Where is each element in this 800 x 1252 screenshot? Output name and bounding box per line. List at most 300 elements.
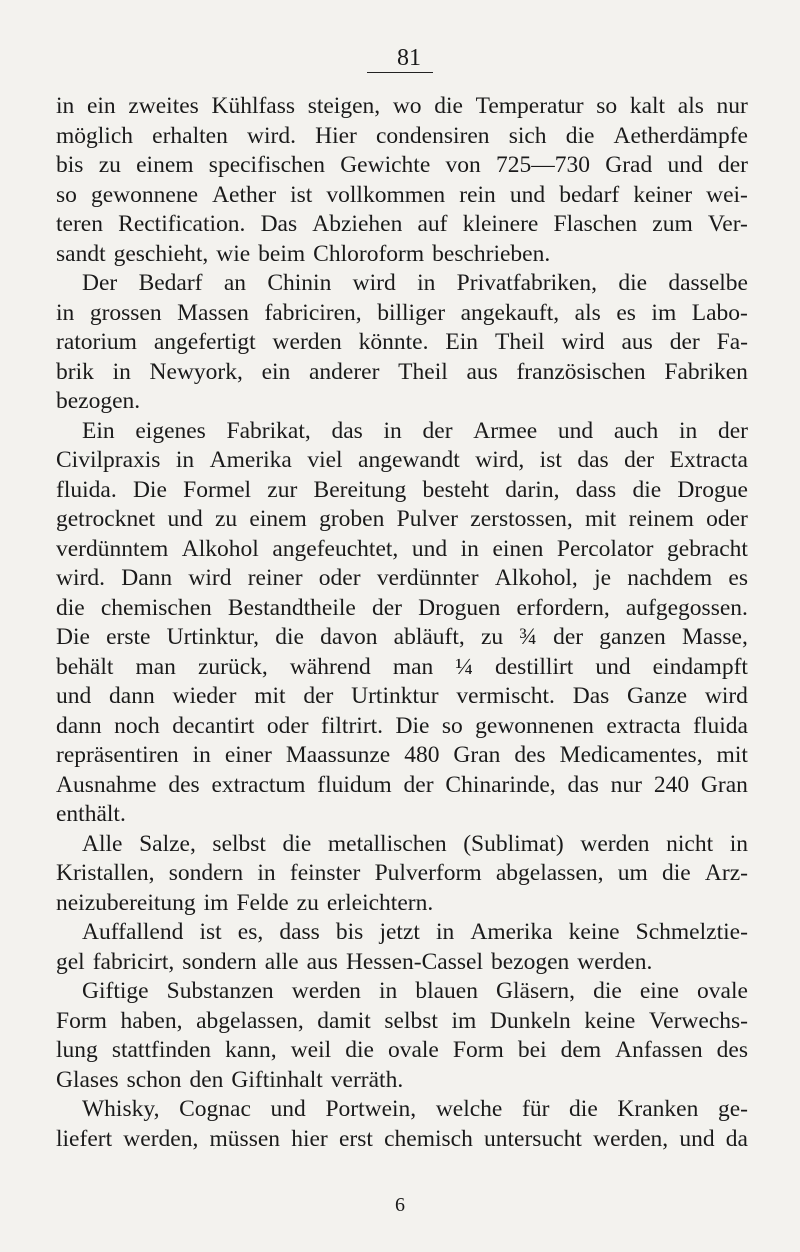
word: oder: [706, 506, 748, 532]
word: aus: [621, 329, 653, 355]
word: während: [289, 653, 371, 680]
word: haben,: [120, 1007, 183, 1034]
word: für: [522, 1096, 550, 1122]
word: specifischen: [208, 152, 325, 178]
word: aus: [466, 358, 498, 385]
word: nur: [716, 93, 748, 119]
word: ¼: [455, 653, 473, 680]
word: so: [56, 181, 77, 208]
word: Anfassen: [615, 1037, 703, 1063]
word: Hier: [315, 122, 357, 149]
word: Fabriken: [664, 358, 748, 385]
word: Glases: [56, 1066, 119, 1093]
word: in: [417, 270, 436, 296]
word: teren: [56, 211, 103, 237]
text-line: [56, 240, 748, 270]
word: einem: [249, 506, 307, 532]
word: bedarf: [559, 181, 620, 208]
word: welche: [435, 1096, 503, 1122]
word: untersucht: [484, 1125, 582, 1152]
word: Portwein,: [325, 1096, 417, 1122]
word: erfordern,: [516, 594, 610, 621]
word: Extracta: [669, 447, 748, 473]
word: die: [345, 1037, 374, 1063]
word: Civilpraxis: [56, 447, 161, 473]
word: im: [203, 889, 229, 916]
word: Die: [56, 624, 90, 650]
word: Ein: [82, 417, 115, 444]
text-line: [56, 859, 748, 889]
word: Die: [395, 712, 430, 739]
word: Aetherdämpfe: [613, 122, 748, 149]
word: repräsentiren: [56, 742, 179, 768]
word: bezogen.: [56, 388, 141, 414]
word: in: [678, 417, 698, 444]
word: davon: [320, 624, 378, 650]
text-line: [56, 741, 748, 771]
word: 725—730: [496, 152, 590, 178]
word: wo: [392, 93, 422, 119]
word: wie: [216, 240, 251, 267]
word: angekauft,: [460, 299, 560, 326]
word: Masse,: [681, 624, 748, 650]
word: möglich: [56, 122, 134, 149]
word: die: [282, 830, 312, 857]
word: oder: [318, 565, 361, 591]
word: stattfinden: [111, 1037, 212, 1063]
text-line: [56, 358, 748, 388]
word: in: [257, 860, 276, 886]
word: Amerika: [470, 919, 553, 945]
text-line: [56, 712, 748, 742]
word: die: [434, 93, 463, 119]
word: Gewichte: [340, 152, 431, 178]
text-line: [56, 269, 748, 299]
word: kann,: [225, 1037, 277, 1063]
text-line: [56, 1036, 748, 1066]
word: Ver-: [707, 211, 748, 237]
word: um: [617, 860, 648, 886]
word: Fabrikat,: [226, 417, 311, 444]
text-line: [56, 1007, 748, 1037]
word: ein: [86, 93, 116, 119]
word: da: [725, 1125, 748, 1152]
word: gewonnene: [90, 181, 198, 208]
word: Felde: [236, 889, 289, 916]
text-line: [56, 417, 748, 447]
word: abläuft,: [393, 624, 465, 650]
word: Labo-: [691, 299, 748, 326]
text-line: [56, 1125, 748, 1155]
word: es,: [237, 919, 264, 945]
word: die: [632, 476, 662, 503]
word: Formel: [183, 476, 252, 503]
word: der: [422, 417, 453, 444]
word: und: [167, 506, 203, 532]
word: darin,: [505, 476, 560, 503]
word: alle: [264, 948, 299, 975]
word: (Sublimat): [463, 830, 564, 857]
word: und: [667, 152, 703, 178]
word: nachdem: [627, 565, 713, 591]
word: getrocknet: [56, 506, 156, 532]
word: Privatfabriken,: [456, 270, 597, 296]
word: zu: [480, 624, 504, 650]
word: Dann: [121, 565, 173, 591]
text-line: [56, 122, 748, 152]
word: nur: [610, 771, 642, 798]
word: zu: [98, 152, 121, 178]
word: das: [331, 417, 363, 444]
word: Aether: [212, 181, 277, 208]
word: verräth.: [330, 1066, 404, 1093]
word: grossen: [89, 299, 162, 326]
text-line: [56, 299, 748, 329]
word: das: [567, 771, 599, 798]
word: könnte.: [358, 329, 429, 355]
word: Rectification.: [118, 211, 246, 237]
word: fluida: [693, 712, 748, 739]
word: aus: [306, 948, 338, 975]
word: wei-: [706, 181, 748, 208]
word: ist: [539, 447, 562, 473]
word: ¾: [519, 624, 537, 650]
word: und: [595, 653, 631, 680]
word: Salze,: [139, 830, 196, 857]
word: mit: [254, 683, 286, 709]
word: werden.: [577, 948, 653, 975]
text-line: [56, 151, 748, 181]
word: in: [56, 93, 75, 119]
word: oder: [266, 712, 309, 739]
word: dann: [56, 712, 102, 739]
word: Alkohol,: [494, 565, 578, 591]
word: der: [303, 683, 334, 709]
word: und: [270, 1096, 306, 1122]
word: groben: [319, 506, 385, 532]
text-line: [56, 1066, 748, 1096]
word: wird: [561, 329, 605, 355]
word: Percolator: [556, 535, 654, 562]
word: in: [175, 447, 195, 473]
word: man: [135, 653, 176, 680]
word: Flaschen: [553, 211, 638, 237]
word: Pulverform: [374, 860, 482, 886]
word: fabriciren,: [264, 299, 362, 326]
word: mit: [585, 506, 617, 532]
text-line: [56, 830, 748, 860]
word: die: [56, 594, 85, 621]
text-line: [56, 210, 748, 240]
word: destillirt: [495, 653, 574, 680]
word: chemischen: [100, 594, 212, 621]
word: Theil: [494, 329, 545, 355]
word: werden: [580, 830, 650, 857]
word: Fa-: [716, 329, 748, 355]
word: ein: [261, 358, 291, 385]
word: Amerika: [209, 447, 292, 473]
word: das: [577, 447, 609, 473]
word: Gran: [453, 742, 501, 768]
word: dann: [109, 683, 155, 709]
word: extractum: [211, 771, 306, 798]
text-line: [56, 771, 748, 801]
word: dasselbe: [668, 270, 748, 296]
word: in: [729, 830, 748, 857]
word: verdünnter: [376, 565, 479, 591]
word: die: [565, 122, 595, 149]
word: es: [616, 299, 636, 326]
word: bis: [335, 919, 364, 945]
word: kalt: [629, 93, 666, 119]
word: Urtinktur,: [166, 624, 260, 650]
word: Abziehen: [312, 211, 403, 237]
word: Ganze: [627, 683, 688, 709]
word: nicht: [666, 830, 714, 857]
word: brik: [56, 358, 94, 385]
word: Verwechs-: [648, 1007, 748, 1034]
word: Kühlfass: [211, 93, 296, 119]
word: Chinarinde,: [445, 771, 556, 798]
word: zerstossen,: [470, 506, 573, 532]
word: Massen: [177, 299, 249, 326]
word: 240: [653, 771, 690, 798]
text-line: [56, 653, 748, 683]
text-line: [56, 1095, 748, 1125]
text-line: [56, 181, 748, 211]
page-number: [0, 44, 800, 73]
word: bezogen: [491, 948, 570, 975]
word: erst: [338, 1125, 373, 1152]
word: die: [275, 624, 304, 650]
word: in: [192, 742, 211, 768]
word: ist: [199, 919, 222, 945]
word: filtrirt.: [321, 712, 384, 739]
word: zum: [652, 211, 693, 237]
word: besteht: [422, 476, 490, 503]
word: Giftige: [82, 978, 149, 1004]
word: des: [716, 1037, 748, 1063]
text-line: [56, 535, 748, 565]
word: und: [509, 181, 546, 208]
word: werden: [272, 329, 342, 355]
word: sondern: [168, 860, 244, 886]
word: die: [593, 978, 622, 1004]
word: Ein: [445, 329, 479, 355]
word: werden,: [593, 1125, 669, 1152]
word: gebracht: [667, 535, 748, 562]
word: Schmelztie-: [635, 919, 748, 945]
word: Newyork,: [149, 358, 243, 385]
word: auch: [613, 417, 659, 444]
word: als: [574, 299, 601, 326]
word: Kranken: [617, 1096, 699, 1122]
word: angefeuchtet,: [272, 535, 399, 562]
word: Dunkeln: [489, 1007, 571, 1034]
word: Maassunze: [285, 742, 391, 768]
word: einer: [224, 742, 272, 768]
text-line: [56, 387, 748, 417]
body-text: [56, 92, 748, 1154]
word: dem: [560, 1037, 602, 1063]
word: abgelassen,: [196, 1007, 304, 1034]
text-line: [56, 476, 748, 506]
word: Gran: [700, 771, 748, 798]
word: des: [168, 771, 200, 798]
word: wird.: [247, 122, 296, 149]
text-line: [56, 328, 748, 358]
word: ist: [290, 181, 313, 208]
word: Alkohol: [181, 535, 259, 562]
word: extracta: [606, 712, 681, 739]
word: reiner: [247, 565, 303, 591]
word: des: [514, 742, 546, 768]
word: Gläsern,: [496, 978, 575, 1004]
word: billiger: [377, 299, 446, 326]
word: feinster: [289, 860, 361, 886]
word: Die: [132, 476, 167, 503]
word: Das: [572, 683, 610, 709]
word: Medicamentes,: [559, 742, 703, 768]
word: eindampft: [652, 653, 748, 680]
word: Urtinktur: [351, 683, 439, 709]
word: Auffallend: [82, 919, 184, 945]
word: eigenes: [135, 417, 206, 444]
word: Armee: [473, 417, 538, 444]
page-number-text: 81: [367, 44, 433, 73]
word: werden: [291, 978, 361, 1004]
word: sondern: [182, 948, 257, 975]
word: zweites: [128, 93, 199, 119]
word: wird.: [56, 565, 105, 591]
text-line: [56, 977, 748, 1007]
word: auf: [417, 211, 448, 237]
word: der: [403, 771, 434, 798]
text-line: [56, 623, 748, 653]
word: Das: [260, 211, 298, 237]
word: blauen: [415, 978, 478, 1004]
text-line: [56, 682, 748, 712]
text-line: [56, 918, 748, 948]
word: der: [669, 329, 700, 355]
word: eine: [639, 978, 679, 1004]
word: in: [460, 535, 479, 562]
word: Bereitung: [313, 476, 407, 503]
word: Ausnahme: [56, 771, 157, 798]
word: Giftinhalt: [231, 1066, 323, 1093]
word: in: [435, 919, 455, 945]
word: in: [112, 358, 131, 385]
text-line: [56, 594, 748, 624]
word: dass: [279, 919, 320, 945]
word: anderer: [309, 358, 380, 385]
word: hier: [291, 1125, 328, 1152]
word: kleinere: [462, 211, 539, 237]
word: erleichtern.: [326, 889, 434, 916]
word: keine: [568, 919, 620, 945]
word: fluida.: [56, 476, 117, 503]
word: wird,: [475, 447, 525, 473]
word: abgelassen,: [495, 860, 604, 886]
word: und: [557, 417, 594, 444]
word: aufgegossen.: [625, 594, 748, 621]
word: wird: [704, 683, 748, 709]
word: der: [717, 152, 748, 178]
text-line: [56, 505, 748, 535]
word: lung: [56, 1037, 98, 1063]
word: zu: [214, 506, 238, 532]
word: der: [717, 417, 748, 444]
word: beschrieben.: [432, 240, 551, 267]
word: französischen: [516, 358, 646, 385]
word: im: [651, 299, 677, 326]
word: Hessen-Cassel: [345, 948, 483, 975]
word: einem: [136, 152, 194, 178]
word: und: [411, 535, 448, 562]
word: Chinin: [267, 270, 332, 296]
word: zur: [267, 476, 298, 503]
word: jetzt: [379, 919, 420, 945]
word: wird: [188, 565, 232, 591]
word: Arz-: [704, 860, 748, 886]
word: fluidum: [317, 771, 392, 798]
word: keine: [584, 1007, 636, 1034]
word: mit: [716, 742, 748, 768]
word: chemisch: [384, 1125, 473, 1152]
signature-mark: 6: [395, 1194, 405, 1216]
text-line: [56, 948, 748, 978]
word: sich: [508, 122, 547, 149]
word: damit: [317, 1007, 371, 1034]
word: in: [383, 417, 402, 444]
word: behält: [56, 653, 114, 680]
word: condensiren: [376, 122, 490, 149]
word: Droguen: [418, 594, 501, 621]
word: erste: [106, 624, 151, 650]
text-line: [56, 92, 748, 122]
word: je: [594, 565, 612, 591]
word: wieder: [172, 683, 237, 709]
word: Der: [82, 270, 118, 296]
word: in: [56, 299, 75, 326]
word: man: [392, 653, 434, 680]
word: wird: [352, 270, 396, 296]
word: ge-: [717, 1096, 748, 1122]
word: zurück,: [197, 653, 268, 680]
word: so: [441, 712, 463, 739]
word: sandt: [56, 240, 106, 267]
word: weil: [290, 1037, 332, 1063]
word: die: [618, 270, 648, 296]
word: müssen: [209, 1125, 281, 1152]
word: dass: [575, 476, 617, 503]
word: vermischt.: [456, 683, 555, 709]
word: es: [728, 565, 748, 591]
word: ratorium: [56, 329, 137, 355]
word: Alle: [82, 830, 123, 857]
word: den: [189, 1066, 224, 1093]
word: geschieht,: [113, 240, 209, 267]
word: liefert: [56, 1125, 113, 1152]
word: angewandt: [358, 447, 460, 473]
word: werden,: [123, 1125, 199, 1152]
word: Cognac: [179, 1096, 251, 1122]
word: keiner: [633, 181, 693, 208]
word: noch: [114, 712, 160, 739]
word: bis: [56, 152, 84, 178]
word: der: [624, 447, 655, 473]
word: neizubereitung: [56, 889, 196, 916]
